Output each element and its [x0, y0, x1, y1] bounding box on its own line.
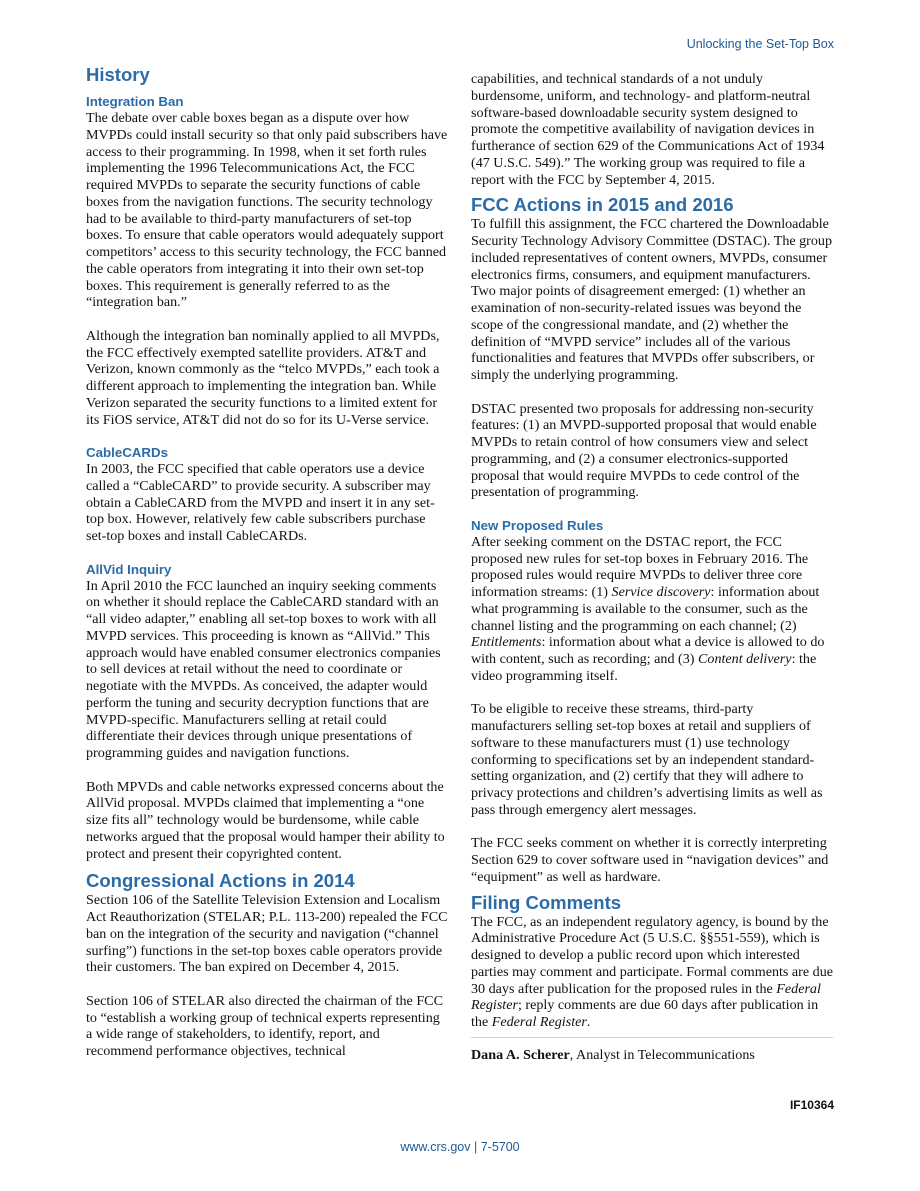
heading-fcc-actions: FCC Actions in 2015 and 2016 [471, 194, 734, 216]
paragraph-rules-1: After seeking comment on the DSTAC report, the FCC proposed new rules for set-top boxes in February 2016. The proposed rules would require MVPDs to deliver three core information streams: (1) Service discovery: information about what programming is available to the consumer, such as the channel listing and the programming on each channel; (2) Entitlements: information about what a device is allowed to do with content, such as recording; and (3) Content delivery: the video programming itself. [471, 533, 825, 684]
author-divider [471, 1037, 833, 1038]
paragraph-integration-2: Although the integration ban nominally applied to all MVPDs, the FCC effectively exempted satellite providers. AT&T and Verizon, known commonly as the “telco MVPDs,” each took a different approach to implementing the integration ban. While Verizon separated the security functions to a limited extent for its FiOS service, AT&T did not do so for its U-Verse service. [86, 327, 440, 428]
document-id: IF10364 [789, 1098, 834, 1112]
paragraph-cablecards: In 2003, the FCC specified that cable operators use a device called a “CableCARD” to provide security. A subscriber may obtain a CableCARD from the MVPD and insert it in any set-top box. However, relatively few cable subscribers purchase set-top boxes and install CableCARDs. [86, 461, 435, 544]
author-name: Dana A. Scherer [471, 1046, 570, 1063]
author-title: , Analyst in Telecommunications [569, 1046, 755, 1063]
subheading-cablecards: CableCARDs [86, 445, 169, 460]
paragraph-continuation: capabilities, and technical standards of a not unduly burdensome, uniform, and technology- and platform-neutral software-based downloadable security system designed to promote the competitive availability of navigation devices in furtherance of section 629 of the Communications Act of 1934 (47 U.S.C. 549).” The working group was required to file a report with the FCC by September 4, 2015. [471, 71, 825, 188]
paragraph-integration-1: The debate over cable boxes began as a dispute over how MVPDs could install security so that only paid subscribers have access to their programming. In 1998, when it set forth rules implementing the 1996 Telecommunications Act, the FCC required MVPDs to separate the security functions of cable boxes from the navigation functions. The security technology had to be available to third-party manufacturers of set-top boxes. To ensure that cable operators would adequately support competitors’ access to this security technology, the FCC banned the cable operators from integrating it into their own set-top boxes. This requirement is generally referred to as the “integration ban.” [86, 110, 448, 311]
page-footer [0, 1140, 920, 1154]
footer-phone: 7-5700 [480, 1140, 520, 1154]
paragraph-allvid-2: Both MPVDs and cable networks expressed concerns about the AllVid proposal. MVPDs claimed that implementing a “one size fits all” technology would be burdensome, while cable networks argued that the proposal would hamper their ability to protect and present their copyrighted content. [86, 778, 445, 862]
left-column [86, 64, 448, 1060]
right-column [471, 71, 833, 1064]
heading-congressional-actions: Congressional Actions in 2014 [86, 870, 355, 892]
paragraph-congressional-2: Section 106 of STELAR also directed the chairman of the FCC to “establish a working group of technical experts representing a wide range of stakeholders, to identify, report, and recommend performance objectives, technical [86, 992, 443, 1059]
term-content-delivery: Content delivery [698, 651, 792, 667]
footer-website[interactable]: www.crs.gov [400, 1140, 471, 1154]
term-service-discovery: Service discovery [611, 584, 711, 600]
running-title: Unlocking the Set-Top Box [686, 37, 834, 51]
subheading-integration-ban: Integration Ban [86, 94, 184, 109]
heading-filing-comments: Filing Comments [471, 891, 622, 913]
term-federal-register-2: Federal Register [491, 1014, 587, 1030]
author-line [471, 1047, 833, 1064]
subheading-new-proposed-rules: New Proposed Rules [471, 517, 604, 533]
paragraph-rules-3: The FCC seeks comment on whether it is correctly interpreting Section 629 to cover software used in “navigation devices” and “equipment” as well as hardware. [471, 835, 829, 885]
paragraph-allvid-1: In April 2010 the FCC launched an inquiry seeking comments on whether it should replace the CableCARD standard with an “all video adapter,” enabling all set-top boxes to work with all MVPD services. This proceeding is known as “AllVid.” This approach would have enabled consumer electronics companies to sell devices at retail without the need to coordinate or negotiate with the MVPDs. As conceived, the adapter would perform the tuning and security decryption functions that are MVPD-specific. Manufacturers selling at retail could differentiate their devices through unique presentations of programming guides and navigation functions. [86, 577, 441, 761]
heading-history: History [86, 64, 150, 85]
paragraph-filing: The FCC, as an independent regulatory agency, is bound by the Administrative Procedure Act (5 U.S.C. §§551-559), which is designed to develop a public record upon which interested parties may comment and participate. Formal comments are due 30 days after publication for the proposed rules in the Federal Register; reply comments are due 60 days after publication in the Federal Register. [471, 913, 834, 1030]
paragraph-rules-2: To be eligible to receive these streams, third-party manufacturers selling set-top boxes at retail and suppliers of software to these manufacturers must (1) use technology conforming to specifications set by an independent standard-setting organization, and (2) certify that they will adhere to privacy protections and children’s advertising limits as well as pass through emergency alert messages. [471, 701, 823, 818]
footer-separator: | [470, 1140, 481, 1154]
paragraph-congressional-1: Section 106 of the Satellite Television Extension and Localism Act Reauthorization (STELAR; P.L. 113-200) repealed the FCC ban on the integration of the security and navigation (“channel surfing”) functions in the set-top boxes cable operators provide their customers. The ban expired on December 4, 2015. [86, 892, 448, 976]
paragraph-fcc-1: To fulfill this assignment, the FCC chartered the Downloadable Security Technology Advisory Committee (DSTAC). The group included representatives of content owners, MVPDs, consumer electronics firms, consumers, and equipment manufacturers. Two major points of disagreement emerged: (1) whether an examination of non-security-related issues was beyond the scope of the congressional mandate, and (2) whether the definition of “MVPD service” includes all of the various functionalities and features that MVPDs offer subscribers, or simply the underlying programming. [471, 216, 833, 383]
paragraph-fcc-2: DSTAC presented two proposals for addressing non-security features: (1) an MVPD-supported proposal that would enable MVPDs to retain control of how consumers view and select programming, and (2) a consumer electronics-supported proposal that would require MVPDs to cede control of the presentation of programming. [471, 400, 817, 501]
subheading-allvid: AllVid Inquiry [86, 561, 172, 577]
term-entitlements: Entitlements [471, 634, 542, 651]
term-federal-register-1: Federal Register [471, 980, 821, 1014]
